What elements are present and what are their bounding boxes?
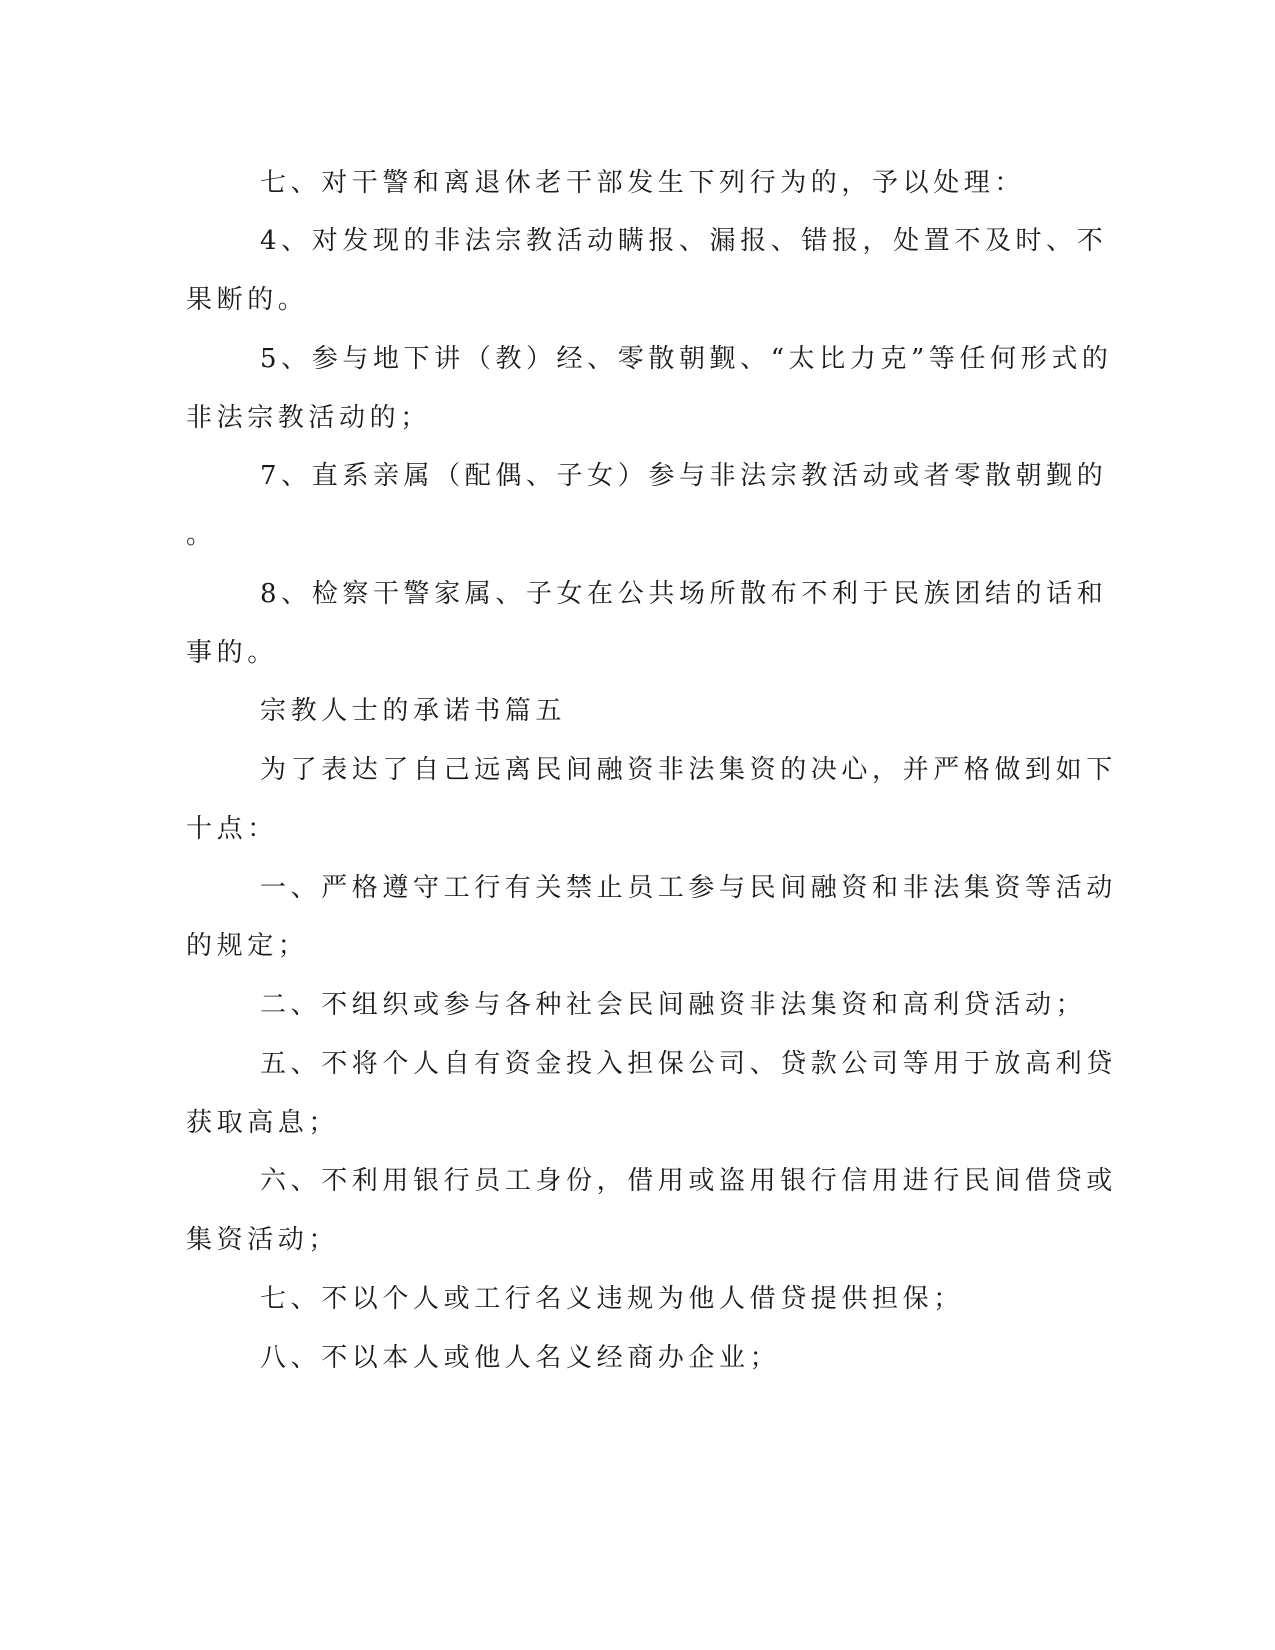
paragraph-line: 七、对干警和离退休老干部发生下列行为的，予以处理：	[260, 168, 1026, 198]
paragraph-line: 六、不利用银行员工身份，借用或盗用银行信用进行民间借贷或	[260, 1166, 1117, 1196]
paragraph-line: 4、对发现的非法宗教活动瞒报、漏报、错报，处置不及时、不	[260, 226, 1108, 256]
section-title: 宗教人士的承诺书篇五	[260, 696, 567, 726]
paragraph-line: 八、不以本人或他人名义经商办企业；	[260, 1343, 781, 1373]
paragraph-line: 事的。	[186, 638, 278, 668]
paragraph-line: 的规定；	[186, 931, 309, 961]
paragraph-line: 十点：	[186, 814, 278, 844]
paragraph-line: 二、不组织或参与各种社会民间融资非法集资和高利贷活动；	[260, 990, 1087, 1020]
paragraph-line: 非法宗教活动的；	[186, 403, 431, 433]
paragraph-line: 集资活动；	[186, 1225, 340, 1255]
paragraph-line: 为了表达了自己远离民间融资非法集资的决心，并严格做到如下	[260, 755, 1117, 785]
paragraph-line: 。	[186, 520, 217, 550]
paragraph-line: 获取高息；	[186, 1108, 340, 1138]
paragraph-line: 7、直系亲属（配偶、子女）参与非法宗教活动或者零散朝觐的	[260, 461, 1108, 491]
paragraph-line: 8、检察干警家属、子女在公共场所散布不利于民族团结的话和	[260, 579, 1108, 609]
paragraph-line: 果断的。	[186, 285, 309, 315]
paragraph-line: 五、不将个人自有资金投入担保公司、贷款公司等用于放高利贷	[260, 1049, 1117, 1079]
paragraph-line: 一、严格遵守工行有关禁止员工参与民间融资和非法集资等活动	[260, 873, 1117, 903]
paragraph-line: 5、参与地下讲（教）经、零散朝觐、“太比力克”等任何形式的	[260, 344, 1113, 374]
paragraph-line: 七、不以个人或工行名义违规为他人借贷提供担保；	[260, 1284, 964, 1314]
